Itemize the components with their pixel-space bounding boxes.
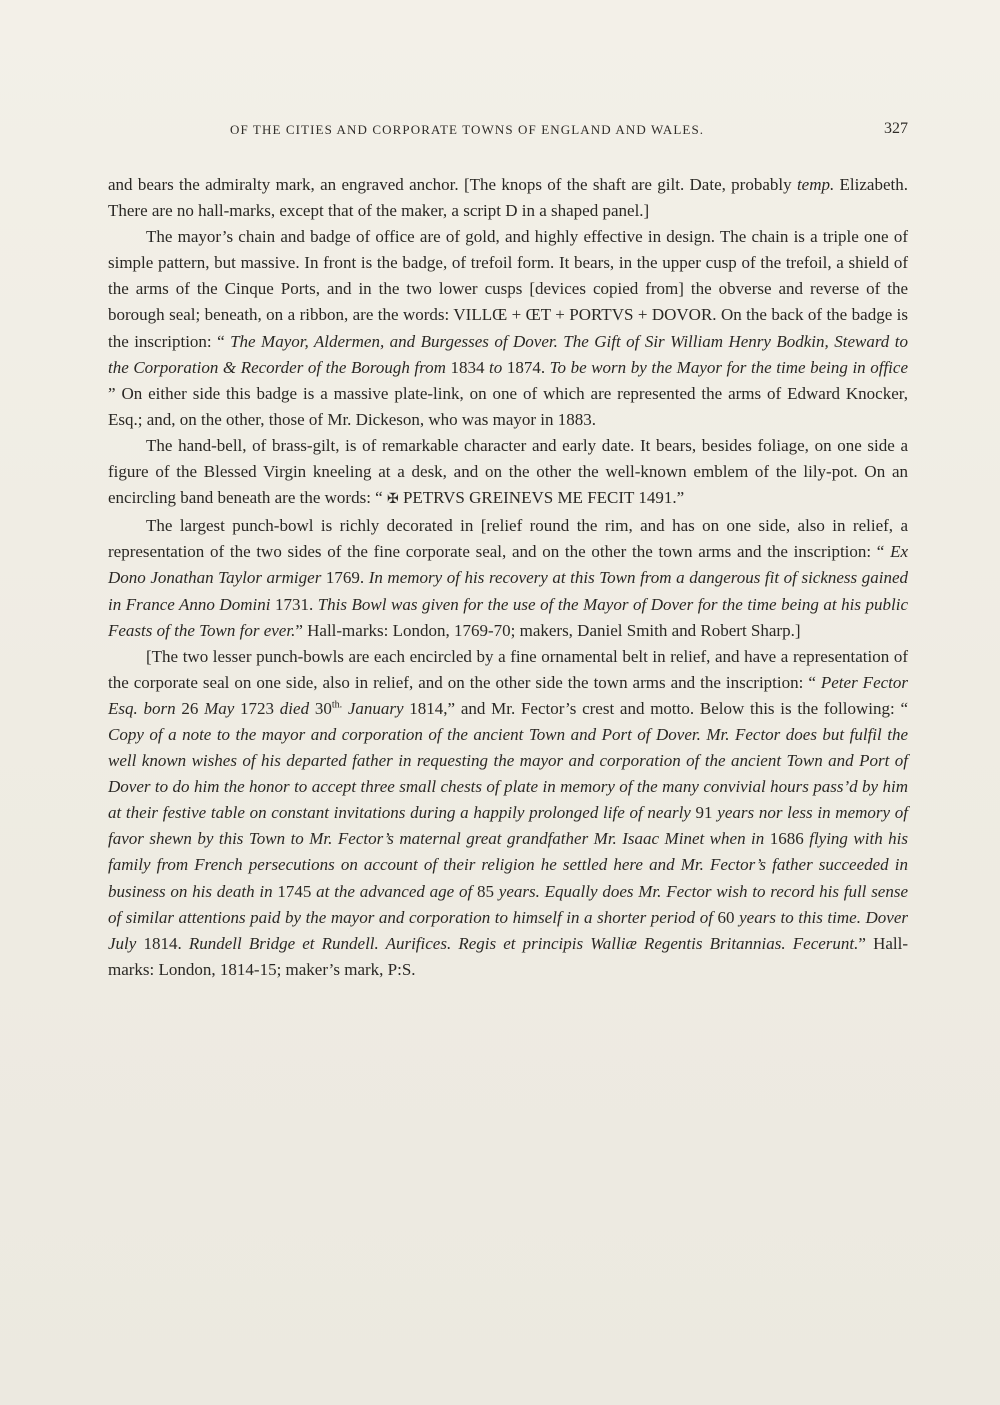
paragraph-largest-punch-bowl — [108, 513, 908, 643]
italic-run: years. Equally does Mr. Fector wish to record his full sense of similar attentions paid by the mayor and corporation to himself in a shorter period of — [108, 881, 909, 927]
italic-run: In memory of his recovery at this Town from a dangerous fit of sickness gained in France Anno Domini — [108, 568, 908, 614]
italic-run: Copy of a note to the mayor and corporation of the ancient Town and Port of Dover. Mr. Fector does but fulfil the well known wishes of his departed father in requesting the mayor and corporation of the ancient Town and Port of Dover to do him the honor to accept three small chests of plate in memory of the many convivial hours pass’d by him at their festive table on constant invitations during a happily prolonged life of nearly — [108, 724, 908, 823]
text-run: and bears the admiralty mark, an engraved anchor. [The knops of the shaft are gilt. Date, probably — [108, 175, 797, 194]
italic-run: May — [204, 698, 235, 718]
italic-run: Rundell Bridge et Rundell. Aurifices. Regis et principis Walliæ Regentis Britannias. Fecerunt. — [188, 933, 859, 953]
italic-run: years nor less in memory of favor shewn by this Town to Mr. Fector’s maternal great grandfather Mr. Isaac Minet when in — [108, 803, 908, 849]
italic-run: January — [342, 698, 404, 718]
text-run: The hand-bell, of brass-gilt, is of remarkable character and early date. It bears, besides foliage, on one side a figure of the Blessed Virgin kneeling at a desk, and on the other the well-known emblem of the lily-pot. On an encircling band beneath are the words: “ — [108, 435, 908, 508]
italic-run: Ex Dono Jonathan Taylor armiger — [108, 542, 908, 588]
text-run: 1834 — [445, 357, 490, 377]
text-run: 91 — [690, 803, 718, 823]
text-run: 1814. — [136, 933, 189, 953]
italic-run: Peter Fector Esq. born — [108, 672, 908, 718]
text-run: 85 — [472, 881, 499, 901]
italic-run: temp. — [796, 175, 835, 194]
italic-run: The Mayor, Aldermen, and Burgesses of Dover. The Gift of Sir William Henry Bodkin, Steward to the Corporation & Recorder of the Borough from — [108, 331, 908, 377]
text-run: 1723 — [234, 698, 280, 718]
paragraph-lesser-punch-bowls — [108, 644, 908, 983]
text-run: 1874. — [502, 357, 550, 377]
text-run: The mayor’s chain and badge of office are of gold, and highly effective in design. The chain is a triple one of simple pattern, but massive. In front is the badge, of trefoil form. It bears, in the upper cusp of the trefoil, a shield of the arms of the Cinque Ports, and in the two lower cusps [devices copied from] the obverse and reverse of the borough seal; beneath, on a ribbon, are the words: VILLŒ + ŒT + PORTVS + DOVOR. On the back of the badge is the inscription: “ — [108, 227, 908, 351]
text-run: 1686 — [764, 829, 810, 849]
page-number: 327 — [884, 120, 908, 137]
text-run: ” On either side this badge is a massive plate-link, on one of which are represented the arms of Edward Knocker, Esq.; and, on the other, those of Mr. Dickeson, who was mayor in 1883. — [108, 383, 908, 429]
paragraph-mayors-chain — [108, 224, 908, 433]
italic-run: to — [489, 357, 503, 377]
text-run: PETRVS GREINEVS ME FECIT 1491.” — [398, 488, 685, 508]
paragraph-hand-bell — [108, 433, 908, 513]
text-run: 60 — [712, 907, 740, 927]
text-run: 1731. — [270, 594, 318, 614]
text-run: 30 — [309, 698, 332, 718]
text-run: ” Hall-marks: London, 1769-70; makers, Daniel Smith and Robert Sharp.] — [295, 620, 801, 640]
body-text — [108, 172, 908, 983]
paragraph-mace-continued — [108, 172, 908, 224]
text-run: 1769. — [321, 568, 369, 588]
italic-run: This Bowl was given for the use of the Mayor of Dover for the time being at his public Feasts of the Town for ever. — [108, 594, 908, 640]
text-run: Elizabeth. There are no hall-marks, except that of the maker, a script D in a shaped panel.] — [108, 175, 908, 221]
italic-run: died — [279, 698, 310, 718]
text-run: The largest punch-bowl is richly decorated in [relief round the rim, and has on one side, also in relief, a representation of the two sides of the fine corporate seal, and on the other the town arms and the inscription: “ — [108, 516, 908, 562]
text-run: ” Hall-marks: London, 1814-15; maker’s mark, P:S. — [108, 933, 908, 979]
running-title: OF THE CITIES AND CORPORATE TOWNS OF ENGLAND AND WALES. — [230, 122, 705, 137]
text-run: [The two lesser punch-bowls are each encircled by a fine ornamental belt in relief, and have a representation of the corporate seal on one side, also in relief, and on the other side the town arms and the inscription: “ — [108, 646, 908, 692]
italic-run: flying with his family from French persecutions on account of their religion he settled here and Mr. Fector’s father succeeded in business on his death in — [108, 829, 908, 901]
text-run: 1814,” and Mr. Fector’s crest and motto. Below this is the following: “ — [403, 698, 908, 718]
running-head — [108, 122, 908, 146]
cross-fleuron-icon: ✠ — [386, 492, 399, 508]
text-run: 26 — [175, 698, 205, 718]
italic-run: To be worn by the Mayor for the time being in office — [549, 357, 908, 377]
text-run: 1745 — [272, 881, 317, 901]
superscript: th. — [331, 699, 343, 711]
italic-run: years to this time. Dover July — [108, 907, 908, 953]
italic-run: at the advanced age of — [316, 881, 473, 901]
